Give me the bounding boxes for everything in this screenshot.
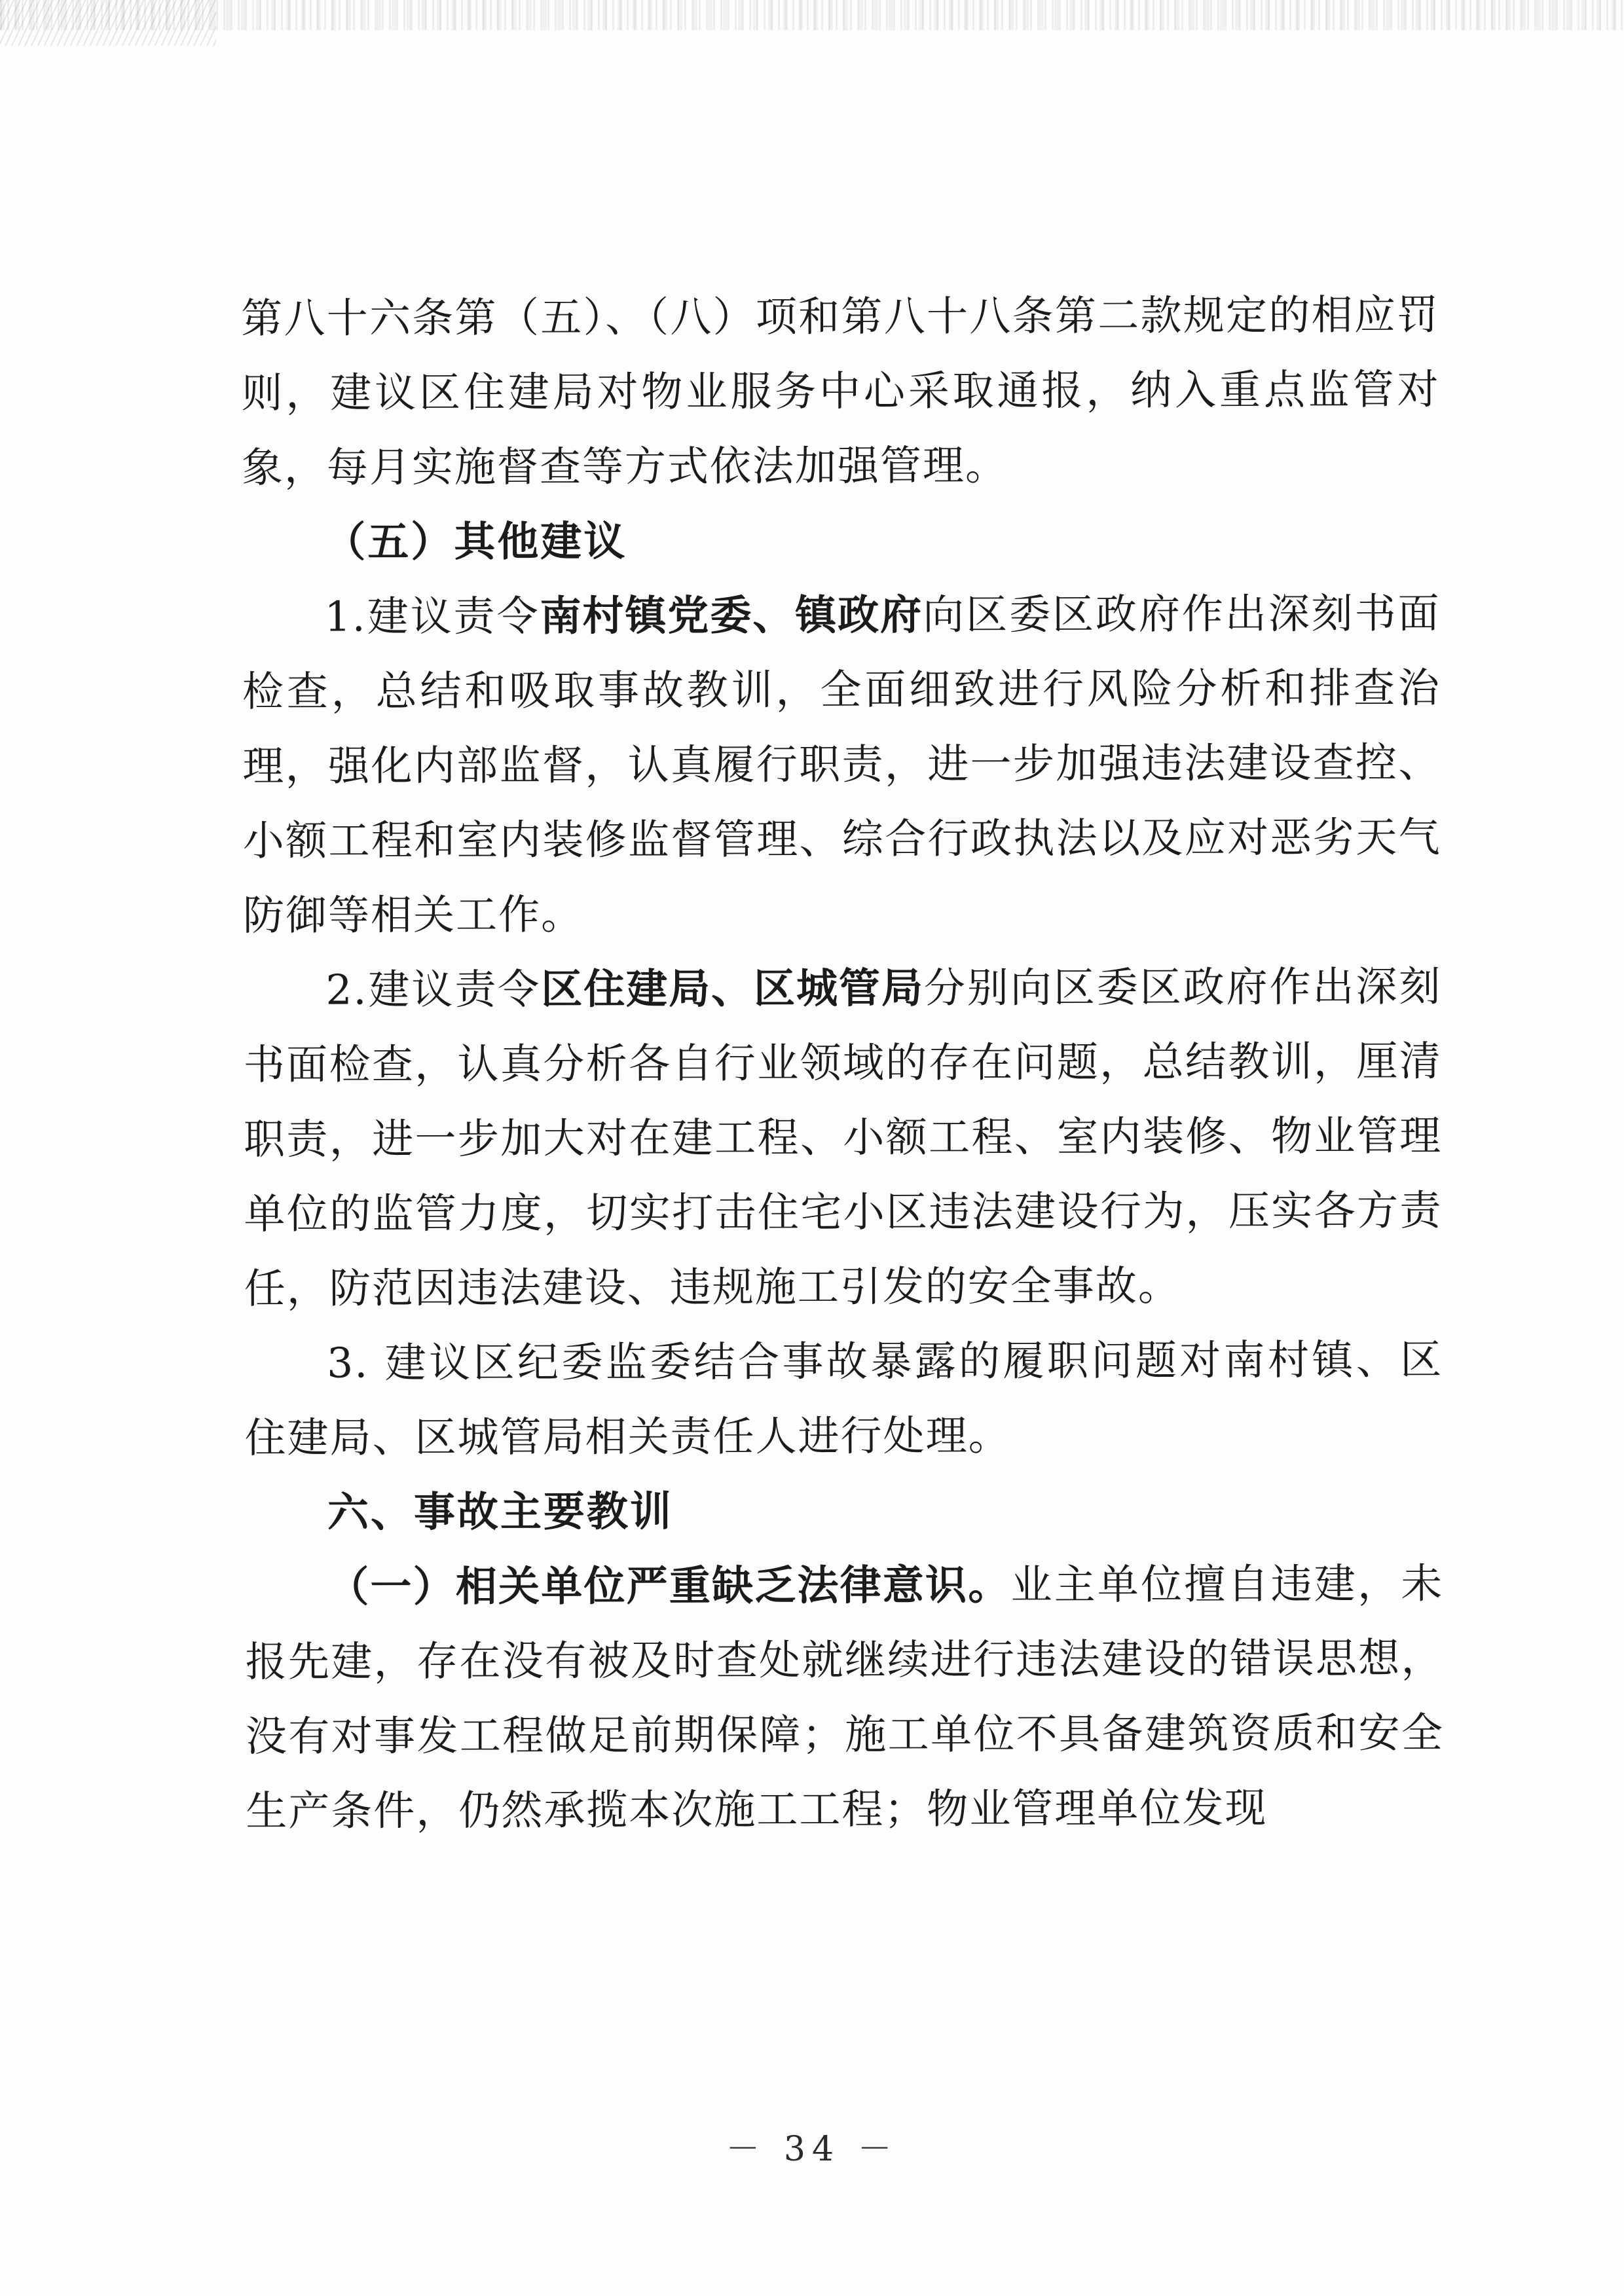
lesson-1-body: 业主单位擅自违建，未报先建，存在没有被及时查处就继续进行违法建设的错误思想，没有对事发工程做足前期保障；施工单位不具备建筑资质和安全生产条件，仍然承揽本次施工工程；物业管理单位发现 bbox=[245, 1559, 1445, 1835]
item-1-run-0: 1.建议责令 bbox=[324, 592, 540, 641]
paragraph-penalty-continuation: 第八十六条第（五）、（八）项和第八十八条第二款规定的相应罚则，建议区住建局对物业服务中心采取通报，纳入重点监管对象，每月实施督查等方式依法加强管理。 bbox=[241, 291, 1440, 492]
heading-section-five: （五）其他建议 bbox=[324, 517, 627, 566]
lesson-1-title: （一）相关单位严重缺乏法律意识。 bbox=[327, 1561, 1011, 1611]
scan-noise-corner bbox=[0, 0, 216, 46]
item-2-run-0: 2.建议责令 bbox=[325, 965, 542, 1014]
page-number: － 34 － bbox=[726, 2130, 898, 2169]
item-1-emphasis-nancun-party-committee: 南村镇党委、镇政府 bbox=[540, 591, 923, 640]
item-1-run-2: 向区委区政府作出深刻书面检查，总结和吸取事故教训，全面细致进行风险分析和排查治理，强化内部监督，认真履行职责，进一步加强违法建设查控、小额工程和室内装修监督管理、综合行政执法以及应对恶劣天气防御等相关工作。 bbox=[242, 589, 1441, 939]
heading-section-six: 六、事故主要教训 bbox=[327, 1487, 674, 1537]
list-item-3: 3. 建议区纪委监委结合事故暴露的履职问题对南村镇、区住建局、区城管局相关责任人进行处理。 bbox=[244, 1336, 1443, 1462]
item-2-emphasis-housing-and-urban-bureaus: 区住建局、区城管局 bbox=[541, 964, 925, 1013]
lesson-item-1 bbox=[245, 1546, 1444, 1849]
list-item-2 bbox=[243, 949, 1443, 1326]
list-item-1 bbox=[242, 576, 1441, 953]
item-2-run-2: 分别向区委区政府作出深刻书面检查，认真分析各自行业领域的存在问题，总结教训，厘清职责，进一步加大对在建工程、小额工程、室内装修、物业管理单位的监管力度，切实打击住宅小区违法建设行为，压实各方责任，防范因违法建设、违规施工引发的安全事故。 bbox=[243, 962, 1443, 1313]
scan-noise-band bbox=[0, 0, 1624, 30]
document-text-body bbox=[241, 278, 1445, 1849]
